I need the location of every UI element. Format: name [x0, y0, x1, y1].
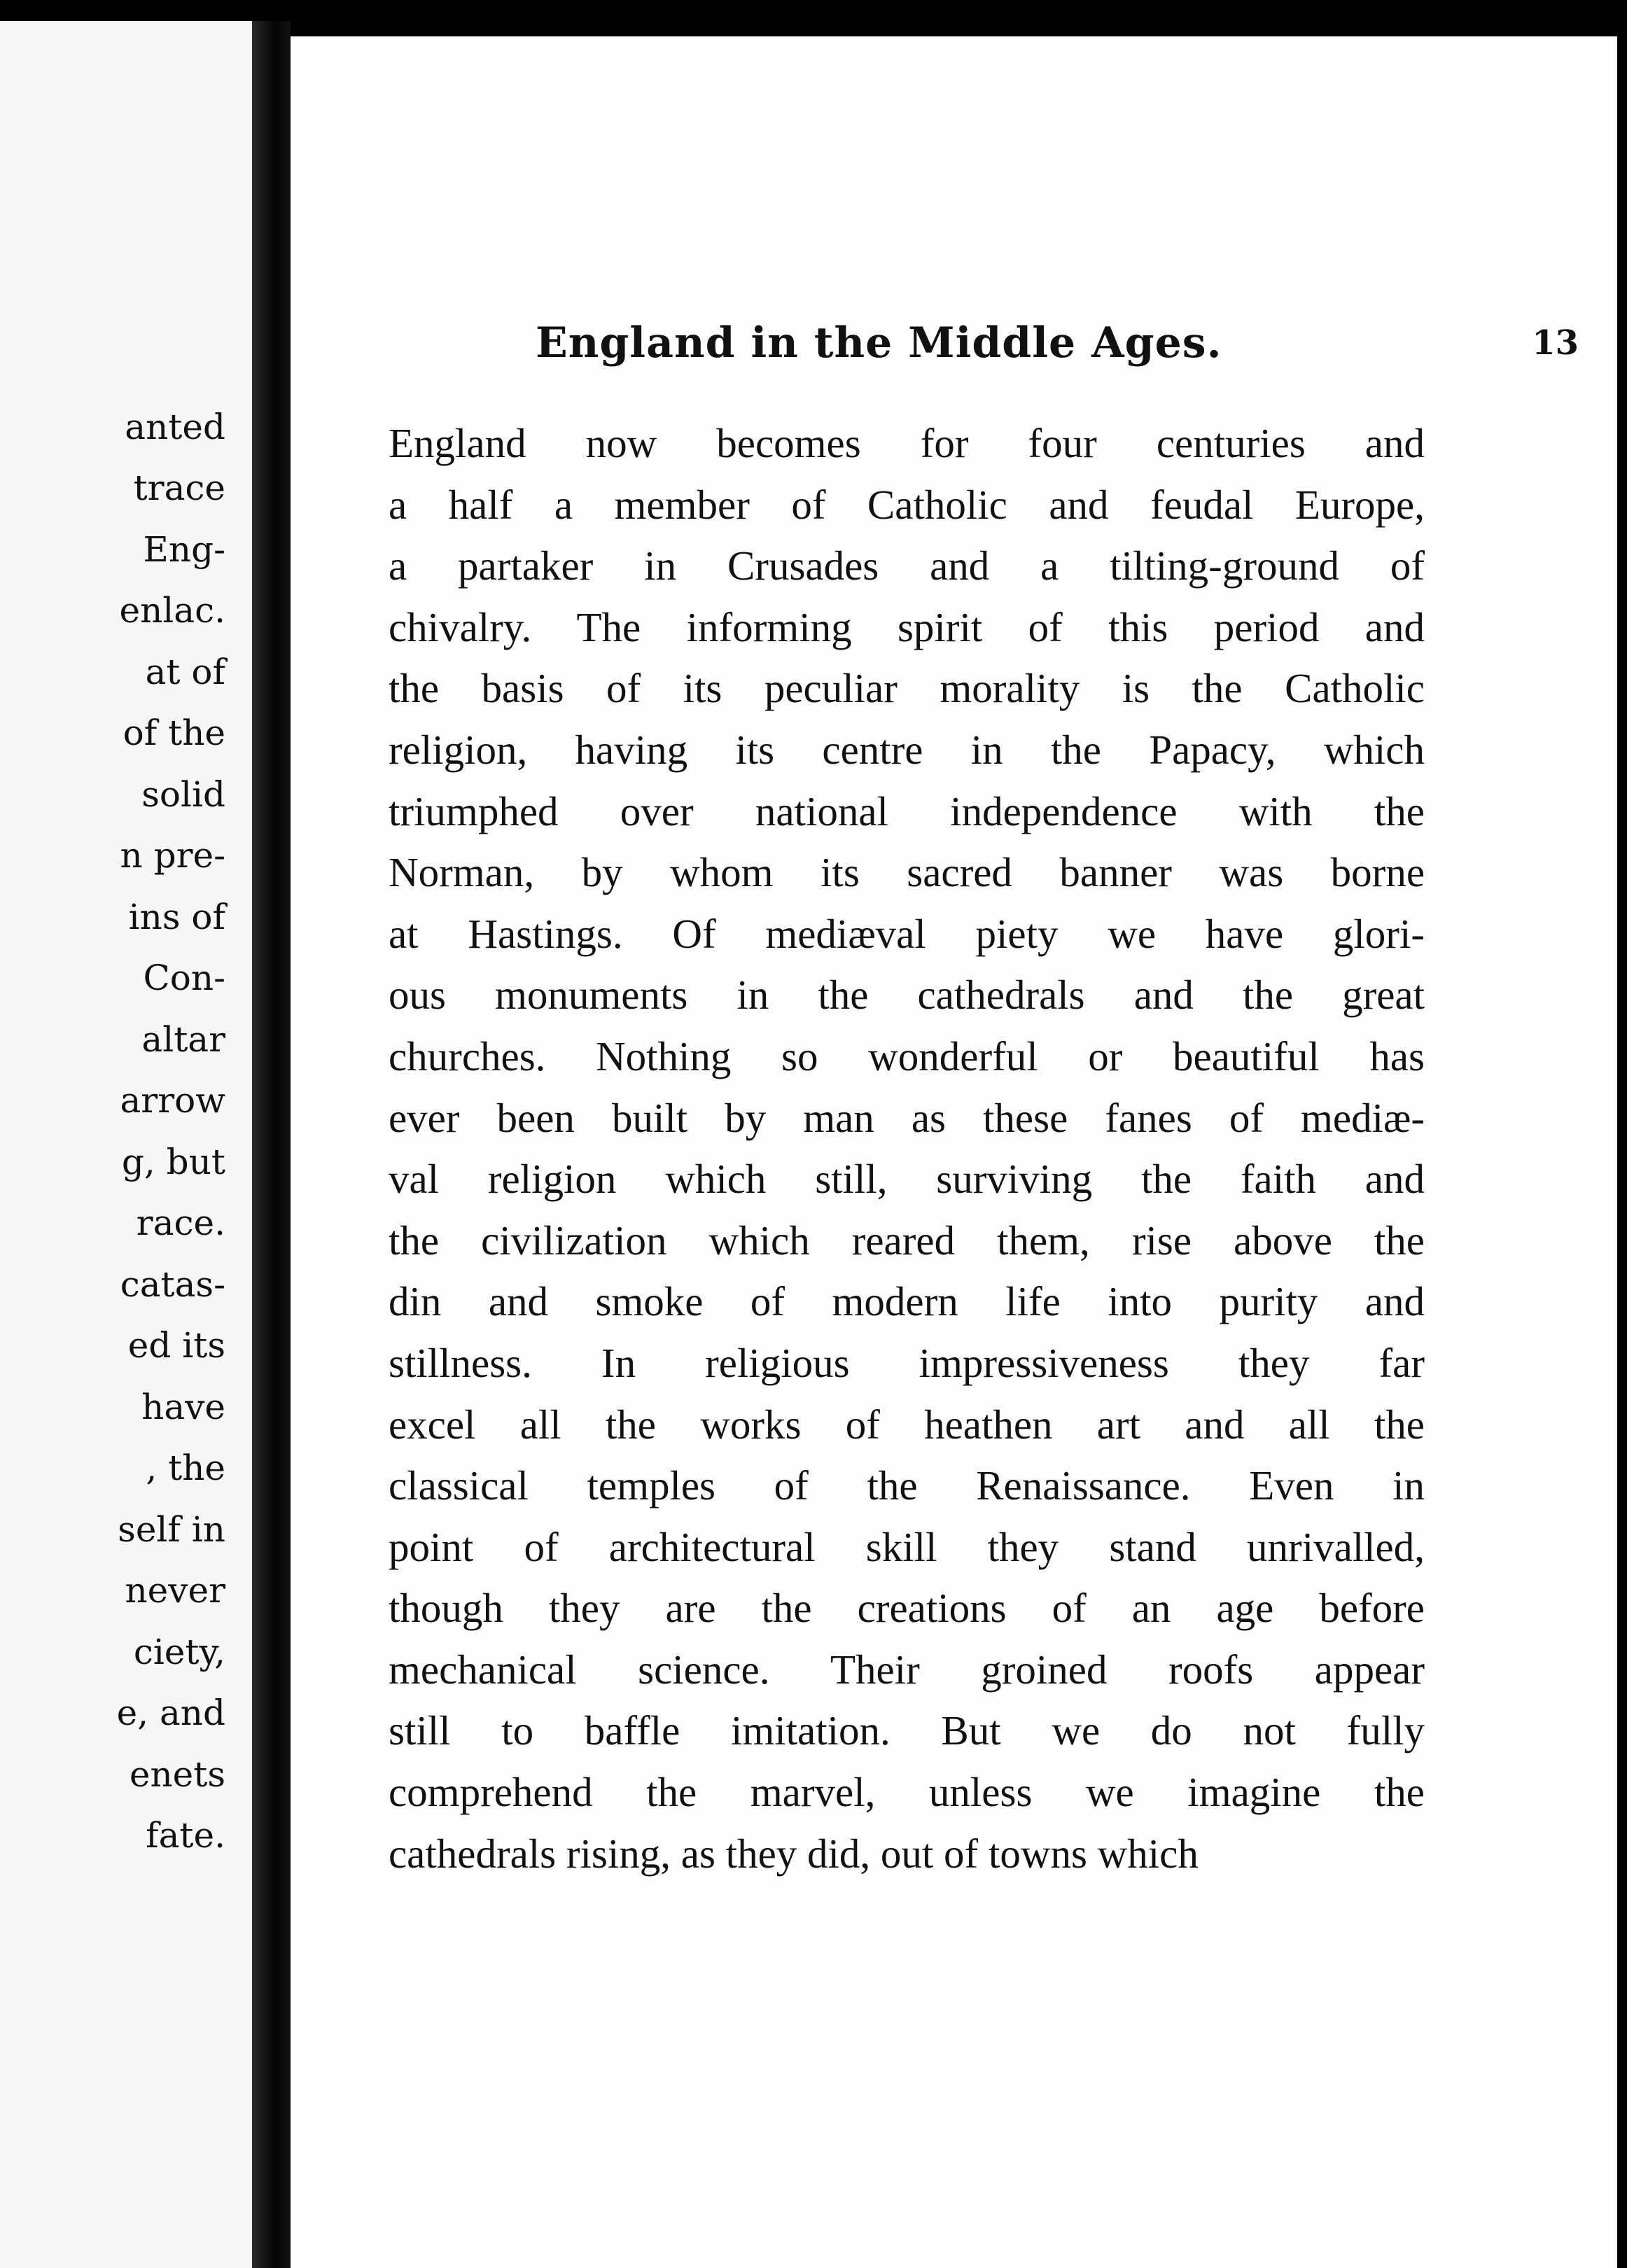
text-line: ever been built by man as these fanes of mediæ-: [389, 1094, 1425, 1141]
page-number: 13: [1532, 323, 1579, 363]
text-line: the basis of its peculiar morality is the Catholic: [389, 665, 1425, 712]
text-line: chivalry. The informing spirit of this period and: [389, 603, 1425, 650]
text-line: religion, having its centre in the Papacy, which: [389, 726, 1425, 773]
text-line: at Hastings. Of mediæval piety we have glori-: [389, 910, 1425, 957]
left-page-line: fate.: [146, 1815, 225, 1856]
body-text: [389, 413, 1425, 1884]
running-head-title: England in the Middle Ages.: [536, 318, 1222, 368]
text-line: churches. Nothing so wonderful or beautiful has: [389, 1032, 1425, 1079]
text-line: a partaker in Crusades and a tilting-ground of: [389, 542, 1425, 589]
left-page-line: altar: [141, 1019, 225, 1060]
text-line: triumphed over national independence with the: [389, 788, 1425, 834]
text-line: point of architectural skill they stand unrivalled,: [389, 1523, 1425, 1570]
left-page-line: anted: [125, 407, 225, 447]
book-gutter: [252, 21, 291, 2268]
text-line: the civilization which reared them, rise above the: [389, 1217, 1425, 1264]
text-line: stillness. In religious impressiveness they far: [389, 1339, 1425, 1386]
text-line: still to baffle imitation. But we do not fully: [389, 1707, 1425, 1754]
text-line: ous monuments in the cathedrals and the great: [389, 972, 1425, 1018]
text-line: Norman, by whom its sacred banner was borne: [389, 849, 1425, 896]
left-page-line: Eng-: [143, 529, 225, 570]
text-line: a half a member of Catholic and feudal Europe,: [389, 481, 1425, 528]
left-page-line: e, and: [116, 1693, 225, 1733]
left-page-line: g, but: [121, 1142, 225, 1182]
left-page-line: have: [141, 1387, 225, 1427]
left-page-line: Con-: [143, 958, 225, 998]
text-line: England now becomes for four centuries and: [389, 420, 1425, 466]
text-line: val religion which still, surviving the faith and: [389, 1156, 1425, 1203]
text-line: excel all the works of heathen art and all the: [389, 1401, 1425, 1448]
running-head: [536, 308, 1579, 378]
text-line: mechanical science. Their groined roofs appear: [389, 1646, 1425, 1693]
left-page: [0, 21, 252, 2268]
left-page-line: n pre-: [120, 835, 225, 876]
left-page-line: arrow: [120, 1080, 225, 1121]
left-page-line: trace: [133, 468, 225, 508]
left-page-line: never: [125, 1570, 225, 1611]
text-line: din and smoke of modern life into purity and: [389, 1278, 1425, 1325]
left-page-line: ed its: [127, 1325, 225, 1366]
left-page-line: enlac.: [119, 590, 225, 631]
left-page-line: at of: [145, 652, 225, 692]
left-page-line: , the: [146, 1448, 225, 1488]
text-line: though they are the creations of an age before: [389, 1585, 1425, 1632]
left-page-line: self in: [118, 1509, 225, 1550]
left-page-line: ciety,: [133, 1632, 225, 1672]
left-page-line: solid: [141, 774, 225, 815]
left-page-line: enets: [129, 1754, 225, 1795]
text-line: cathedrals rising, as they did, out of towns which: [389, 1830, 1199, 1877]
left-page-line: catas-: [120, 1264, 225, 1305]
text-line: classical temples of the Renaissance. Even in: [389, 1462, 1425, 1509]
text-line: comprehend the marvel, unless we imagine the: [389, 1769, 1425, 1816]
left-page-line: of the: [123, 713, 225, 753]
left-page-line: ins of: [128, 897, 225, 937]
right-page: [291, 36, 1617, 2268]
left-page-line: race.: [136, 1203, 225, 1243]
